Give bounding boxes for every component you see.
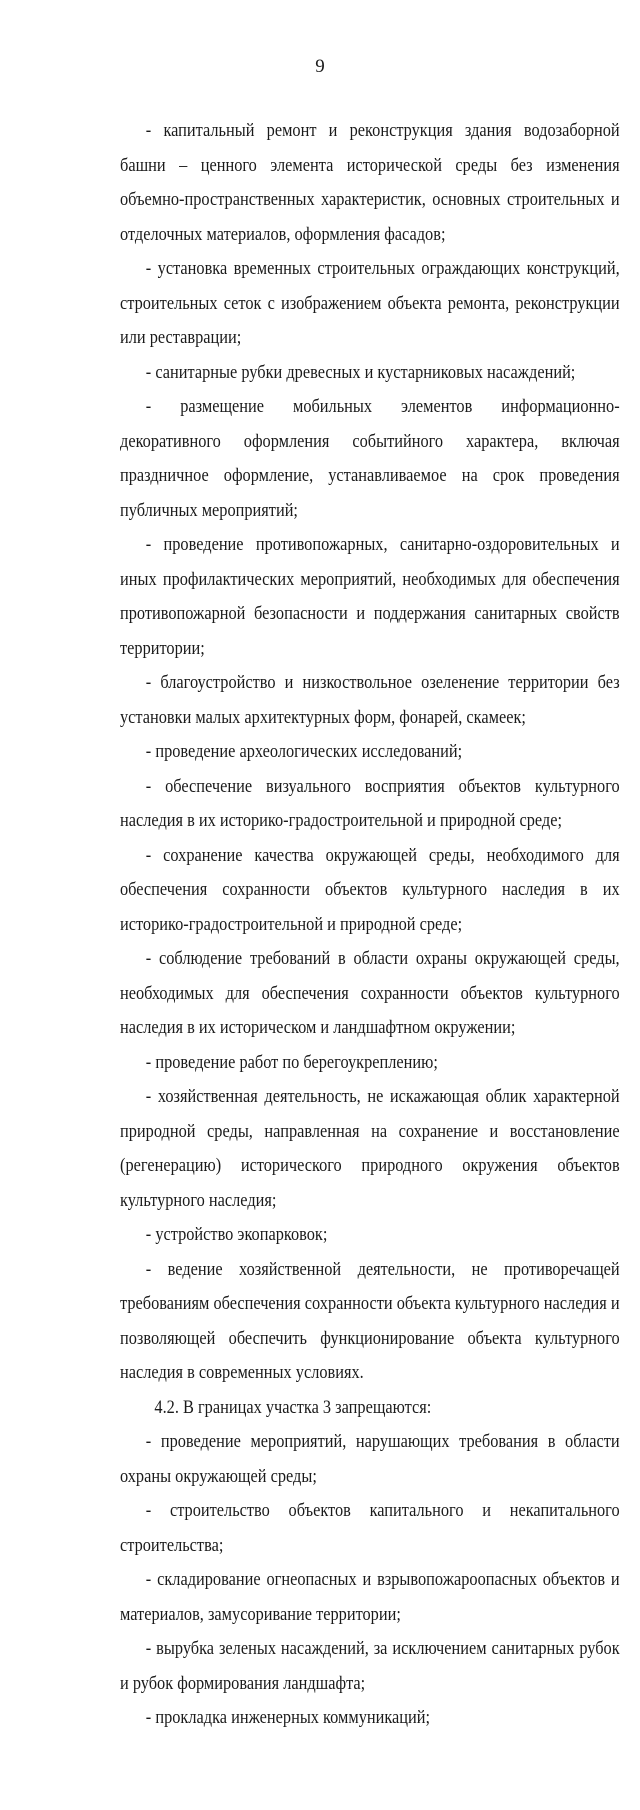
paragraph: - вырубка зеленых насаждений, за исключением санитарных рубок и рубок формирования ландшафта; <box>120 1638 620 1694</box>
paragraph: - хозяйственная деятельность, не искажающая облик характерной природной среды, направленная на сохранение и восстановление (регенерацию) исторического природного окружения объектов культурного наследия; <box>120 1086 620 1211</box>
paragraph: - благоустройство и низкоствольное озеленение территории без установки малых архитектурных форм, фонарей, скамеек; <box>120 672 620 728</box>
paragraph: - проведение археологических исследований; <box>145 741 463 762</box>
paragraph: - устройство экопарковок; <box>145 1224 328 1245</box>
paragraph: - прокладка инженерных коммуникаций; <box>145 1707 431 1728</box>
paragraph: - сохранение качества окружающей среды, необходимого для обеспечения сохранности объектов культурного наследия в их историко-градостроительной и природной среде; <box>120 844 620 935</box>
paragraph: - установка временных строительных ограждающих конструкций, строительных сеток с изображением объекта ремонта, реконструкции или реставрации; <box>120 258 620 348</box>
page-number: 9 <box>315 56 325 77</box>
paragraph: - складирование огнеопасных и взрывопожароопасных объектов и материалов, замусоривание территории; <box>120 1569 620 1625</box>
paragraph: - капитальный ремонт и реконструкция здания водозаборной башни – ценного элемента исторической среды без изменения объемно-пространственных характеристик, основных строительных и отделочных материалов, оформления фасадов; <box>120 120 620 245</box>
section-heading: 4.2. В границах участка 3 запрещаются: <box>154 1396 432 1418</box>
paragraph: - строительство объектов капитального и некапитального строительства; <box>120 1500 620 1556</box>
paragraph: - обеспечение визуального восприятия объектов культурного наследия в их историко-градостроительной и природной среде; <box>120 775 620 831</box>
paragraph: - проведение мероприятий, нарушающих требования в области охраны окружающей среды; <box>120 1431 620 1487</box>
paragraph: - размещение мобильных элементов информационно-декоративного оформления событийного характера, включая праздничное оформление, устанавливаемое на срок проведения публичных мероприятий; <box>120 396 620 521</box>
paragraph: - проведение работ по берегоукреплению; <box>145 1051 438 1073</box>
document-body <box>120 114 620 1736</box>
paragraph: - ведение хозяйственной деятельности, не противоречащей требованиям обеспечения сохранности объекта культурного наследия и позволяющей обеспечить функционирование объекта культурного наследия в современных условиях. <box>120 1258 620 1383</box>
paragraph: - санитарные рубки древесных и кустарниковых насаждений; <box>145 361 576 383</box>
paragraph: - проведение противопожарных, санитарно-оздоровительных и иных профилактических мероприятий, необходимых для обеспечения противопожарной безопасности и поддержания санитарных свойств территории; <box>120 534 620 659</box>
paragraph: - соблюдение требований в области охраны окружающей среды, необходимых для обеспечения сохранности объектов культурного наследия в их историческом и ландшафтном окружении; <box>120 948 620 1038</box>
